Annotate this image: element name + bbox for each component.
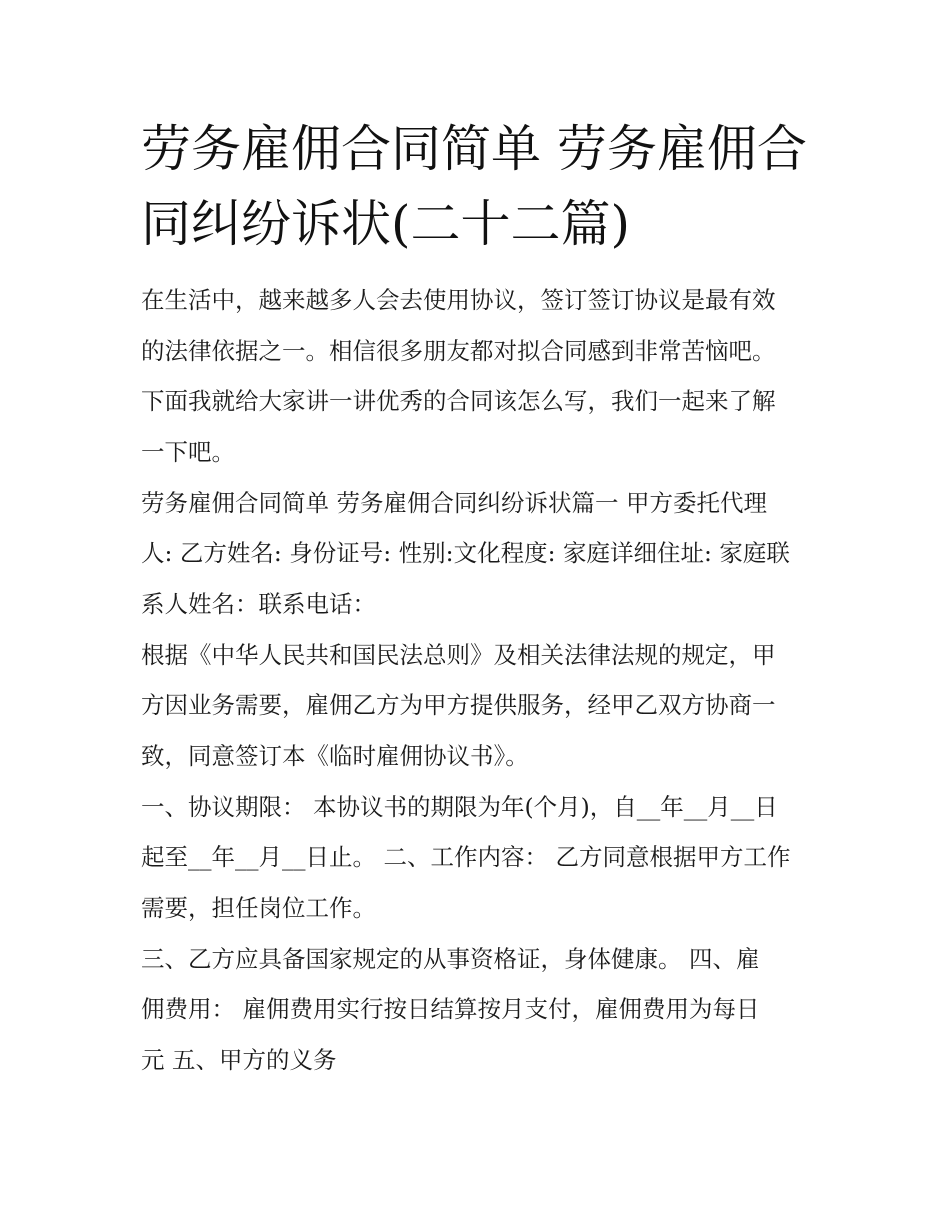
body-line: 三、乙方应具备国家规定的从事资格证，身体健康。 四、雇: [141, 945, 760, 973]
body-line: 需要，担任岗位工作。: [141, 894, 376, 922]
body-line: 起至__年__月__日止。 二、工作内容： 乙方同意根据甲方工作: [141, 843, 791, 871]
body-line: 一、协议期限： 本协议书的期限为年(个月)，自__年__月__日: [141, 793, 778, 821]
body-line: 劳务雇佣合同简单 劳务雇佣合同纠纷诉状篇一 甲方委托代理: [141, 489, 767, 517]
body-line: 人: 乙方姓名: 身份证号: 性别:文化程度: 家庭详细住址: 家庭联: [141, 539, 790, 567]
body-line: 方因业务需要，雇佣乙方为甲方提供服务，经甲乙双方协商一: [141, 691, 776, 719]
body-line: 根据《中华人民共和国民法总则》及相关法律法规的规定，甲: [141, 641, 776, 669]
document-title: 劳务雇佣合同简单 劳务雇佣合同纠纷诉状(二十二篇): [141, 120, 807, 253]
body-line: 系人姓名：联系电话：: [141, 590, 376, 618]
body-line: 一下吧。: [141, 438, 235, 466]
body-line: 致，同意签订本《临时雇佣协议书》。: [141, 742, 529, 770]
body-line: 的法律依据之一。相信很多朋友都对拟合同感到非常苦恼吧。: [141, 337, 776, 365]
body-line: 下面我就给大家讲一讲优秀的合同该怎么写，我们一起来了解: [141, 387, 776, 415]
body-line: 佣费用： 雇佣费用实行按日结算按月支付，雇佣费用为每日: [141, 995, 760, 1023]
body-line: 在生活中，越来越多人会去使用协议，签订签订协议是最有效: [141, 286, 776, 314]
body-line: 元 五、甲方的义务: [141, 1046, 337, 1074]
